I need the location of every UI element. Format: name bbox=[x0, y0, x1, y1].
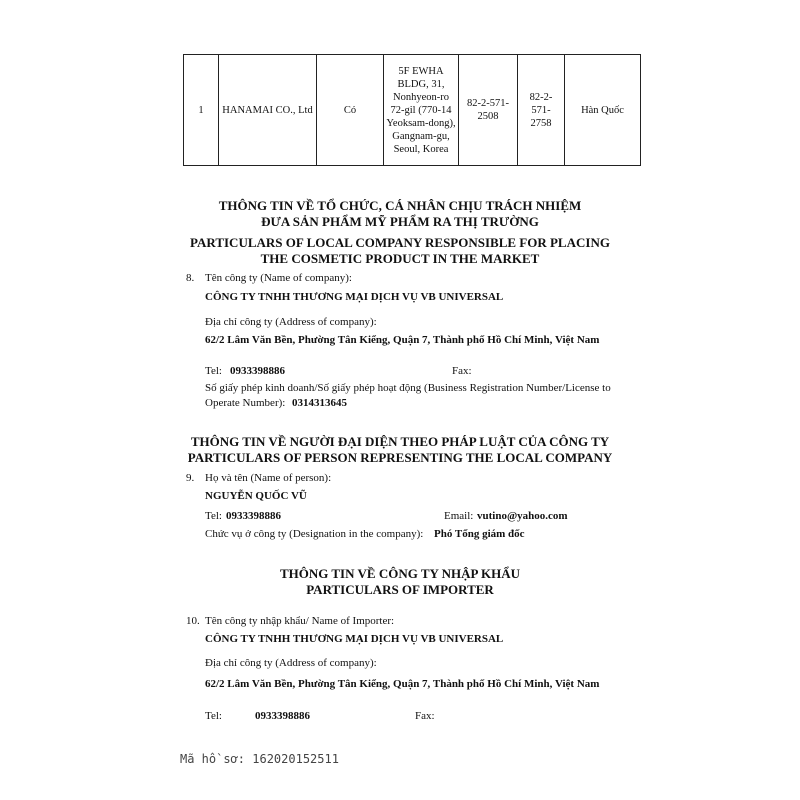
section-person-title-vi: THÔNG TIN VỀ NGƯỜI ĐẠI DIỆN THEO PHÁP LUẬT CỦA CÔNG TY bbox=[190, 434, 610, 449]
company-address-label: Địa chỉ công ty (Address of company): bbox=[205, 316, 377, 328]
manufacturer-country: Hàn Quốc bbox=[565, 55, 641, 166]
person-name-label: Họ và tên (Name of person): bbox=[205, 472, 332, 484]
section-number: 8. bbox=[186, 272, 195, 284]
manufacturer-address: 5F EWHA BLDG, 31, Nonhyeon-ro 72-gil (770-14 Yeoksam-dong), Gangnam-gu, Seoul, Korea bbox=[384, 55, 459, 166]
person-email-value: vutino@yahoo.com bbox=[477, 510, 568, 522]
section-company-title-vi-1: THÔNG TIN VỀ TỔ CHỨC, CÁ NHÂN CHỊU TRÁCH NHIỆM bbox=[218, 198, 582, 213]
section-company-title-en-2: THE COSMETIC PRODUCT IN THE MARKET bbox=[260, 251, 540, 266]
person-name-value: NGUYỄN QUỐC VŨ bbox=[205, 490, 307, 502]
manufacturer-table bbox=[183, 54, 641, 166]
importer-name-label: Tên công ty nhập khẩu/ Name of Importer: bbox=[205, 615, 395, 627]
importer-address-label: Địa chỉ công ty (Address of company): bbox=[205, 657, 377, 669]
row-number: 1 bbox=[184, 55, 219, 166]
section-person-title-en: PARTICULARS OF PERSON REPRESENTING THE LOCAL COMPANY bbox=[187, 450, 613, 465]
section-number: 10. bbox=[186, 615, 200, 627]
person-position-label: Chức vụ ở công ty (Designation in the company): bbox=[205, 528, 424, 540]
importer-fax-label: Fax: bbox=[415, 710, 435, 722]
license-label-2: Operate Number): bbox=[205, 397, 286, 409]
person-position-value: Phó Tổng giám đốc bbox=[434, 528, 525, 540]
company-tel-value: 0933398886 bbox=[230, 365, 285, 377]
manufacturer-name: HANAMAI CO., Ltd bbox=[219, 55, 317, 166]
license-value: 0314313645 bbox=[292, 397, 347, 409]
company-tel-label: Tel: bbox=[205, 365, 222, 377]
company-name-value: CÔNG TY TNHH THƯƠNG MẠI DỊCH VỤ VB UNIVERSAL bbox=[205, 291, 504, 303]
person-email-label: Email: bbox=[444, 510, 474, 522]
importer-tel-value: 0933398886 bbox=[255, 710, 310, 722]
person-tel-label: Tel: bbox=[205, 510, 222, 522]
manufacturer-tel: 82-2-571-2508 bbox=[459, 55, 518, 166]
table-row bbox=[184, 55, 641, 166]
company-name-label: Tên công ty (Name of company): bbox=[205, 272, 352, 284]
importer-address-value: 62/2 Lâm Văn Bền, Phường Tân Kiểng, Quận 7, Thành phố Hồ Chí Minh, Việt Nam bbox=[205, 678, 600, 690]
section-importer-title-vi: THÔNG TIN VỀ CÔNG TY NHẬP KHẨU bbox=[279, 566, 521, 581]
person-tel-value: 0933398886 bbox=[226, 510, 281, 522]
importer-tel-label: Tel: bbox=[205, 710, 222, 722]
manufacturer-confirmed: Có bbox=[317, 55, 384, 166]
license-label-1: Số giấy phép kinh doanh/Số giấy phép hoạt động (Business Registration Number/License to bbox=[205, 382, 611, 394]
file-code: Mã hồ sơ: 162020152511 bbox=[180, 752, 339, 766]
section-number: 9. bbox=[186, 472, 195, 484]
importer-name-value: CÔNG TY TNHH THƯƠNG MẠI DỊCH VỤ VB UNIVERSAL bbox=[205, 633, 504, 645]
manufacturer-fax: 82-2-571-2758 bbox=[518, 55, 565, 166]
company-fax-label: Fax: bbox=[452, 365, 472, 377]
company-address-value: 62/2 Lâm Văn Bền, Phường Tân Kiểng, Quận 7, Thành phố Hồ Chí Minh, Việt Nam bbox=[205, 334, 600, 346]
section-company-title-en-1: PARTICULARS OF LOCAL COMPANY RESPONSIBLE FOR PLACING bbox=[190, 235, 610, 250]
section-importer-title-en: PARTICULARS OF IMPORTER bbox=[306, 582, 494, 597]
section-company-title-vi-2: ĐƯA SẢN PHẨM MỸ PHẨM RA THỊ TRƯỜNG bbox=[261, 214, 539, 229]
